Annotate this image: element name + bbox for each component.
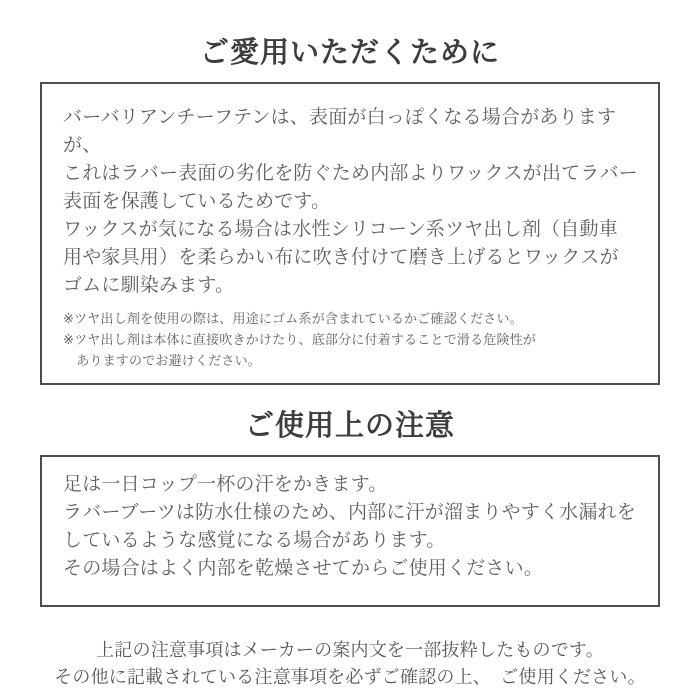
caution-text-line: しているような感覚になる場合があります。 <box>63 530 446 551</box>
section-title-favorite-use: ご愛用いただくために <box>199 37 500 69</box>
usage-caution-paragraph <box>63 471 654 583</box>
usage-caution-box <box>40 455 660 607</box>
care-note-line: ※ツヤ出し剤は本体に直接吹きかけたり、底部分に付着することで滑る危険性が <box>63 332 537 347</box>
care-text-line: バーバリアンチーフテンは、表面が白っぽくなる場合がありますが、 <box>63 107 617 156</box>
footer-line: 上記の注意事項はメーカーの案内文を一部抜粋したものです。 <box>96 640 604 660</box>
caution-text-line: その場合はよく内部を乾燥させてからご使用ください。 <box>63 558 544 579</box>
care-text-line: 用や家具用）を柔らかい布に吹き付けて磨き上げるとワックスが <box>63 247 619 268</box>
care-text-line: 表面を保護しているためです。 <box>63 191 331 212</box>
care-text-line: これはラバー表面の劣化を防ぐため内部よりワックスが出てラバー <box>63 163 638 184</box>
care-info-paragraph <box>63 104 654 300</box>
footer-line: その他に記載されている注意事項を必ずご確認の上、 ご使用ください。 <box>54 667 646 687</box>
caution-text-line: 足は一日コップ一杯の汗をかきます。 <box>63 474 388 495</box>
care-note-line: ※ツヤ出し剤を使用の際は、用途にゴム系が含まれているかご確認ください。 <box>63 311 523 326</box>
care-note-line: ありますのでお避けください。 <box>63 353 262 368</box>
care-text-line: ゴムに馴染みます。 <box>63 275 235 296</box>
care-info-box <box>40 82 660 385</box>
footer-disclaimer <box>0 637 700 691</box>
section-title-usage-caution: ご使用上の注意 <box>244 410 455 442</box>
care-notes <box>63 308 654 371</box>
care-text-line: ワックスが気になる場合は水性シリコーン系ツヤ出し剤（自動車 <box>63 219 618 240</box>
caution-text-line: ラバーブーツは防水仕様のため、内部に汗が溜まりやすく水漏れを <box>63 502 636 523</box>
